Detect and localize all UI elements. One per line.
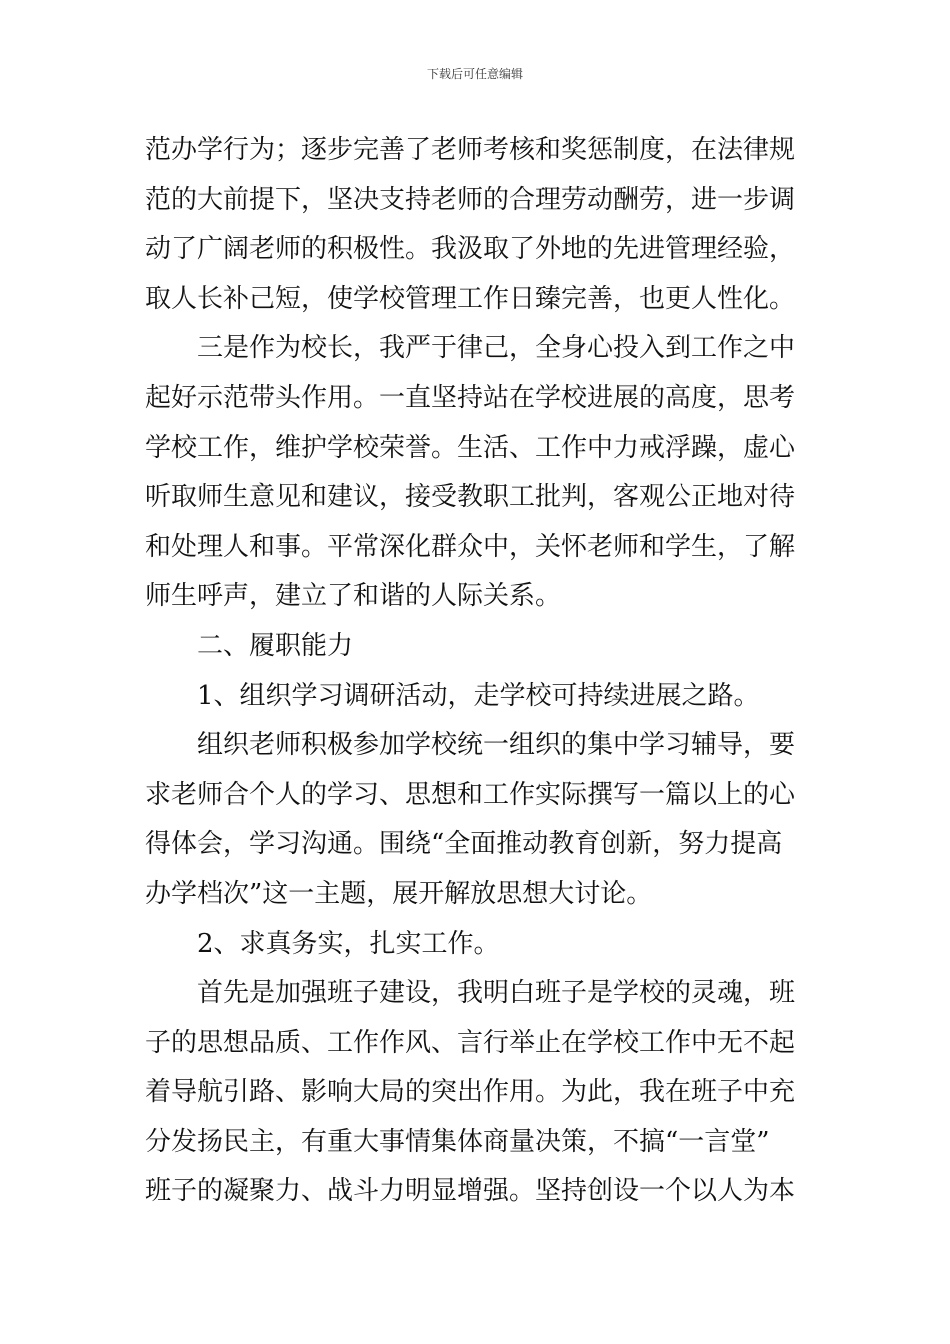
text-line: 着导航引路、影响大局的突出作用。为此，我在班子中充	[145, 1077, 796, 1108]
text-line: 办学档次”这一主题，展开解放思想大讨论。	[145, 878, 653, 909]
text-line: 分发扬民主，有重大事情集体商量决策，不搞“一言堂”	[145, 1126, 770, 1157]
text-line: 取人长补己短，使学校管理工作日臻完善，也更人性化。	[145, 283, 796, 314]
document-body	[145, 126, 815, 1217]
text-line: 学校工作，维护学校荣誉。生活、工作中力戒浮躁，虚心	[145, 432, 796, 463]
text-line: 动了广阔老师的积极性。我汲取了外地的先进管理经验，	[145, 234, 796, 265]
text-line: 和处理人和事。平常深化群众中，关怀老师和学生，了解	[145, 531, 796, 562]
header-note: 下载后可任意编辑	[426, 67, 523, 81]
text-line: 得体会，学习沟通。围绕“全面推动教育创新，努力提高	[145, 829, 783, 860]
text-line: 班子的凝聚力、战斗力明显增强。坚持创设一个以人为本	[145, 1176, 796, 1207]
text-line: 范的大前提下，坚决支持老师的合理劳动酬劳，进一步调	[145, 184, 796, 215]
text-line: 听取师生意见和建议，接受教职工批判，客观公正地对待	[145, 482, 796, 513]
text-line: 求老师合个人的学习、思想和工作实际撰写一篇以上的心	[145, 779, 796, 810]
text-line: 起好示范带头作用。一直坚持站在学校进展的高度，思考	[145, 382, 796, 413]
text-line: 三是作为校长，我严于律己，全身心投入到工作之中	[197, 333, 796, 364]
subsection-heading: 1、组织学习调研活动，走学校可持续进展之路。	[197, 680, 760, 711]
text-line: 首先是加强班子建设，我明白班子是学校的灵魂，班	[197, 978, 796, 1009]
subsection-heading: 2、求真务实，扎实工作。	[197, 928, 500, 959]
text-line: 范办学行为；逐步完善了老师考核和奖惩制度，在法律规	[145, 135, 796, 165]
section-heading: 二、履职能力	[197, 630, 354, 661]
text-line: 师生呼声，建立了和谐的人际关系。	[145, 581, 562, 612]
text-line: 子的思想品质、工作作风、言行举止在学校工作中无不起	[145, 1027, 796, 1058]
text-line: 组织老师积极参加学校统一组织的集中学习辅导，要	[197, 730, 796, 761]
